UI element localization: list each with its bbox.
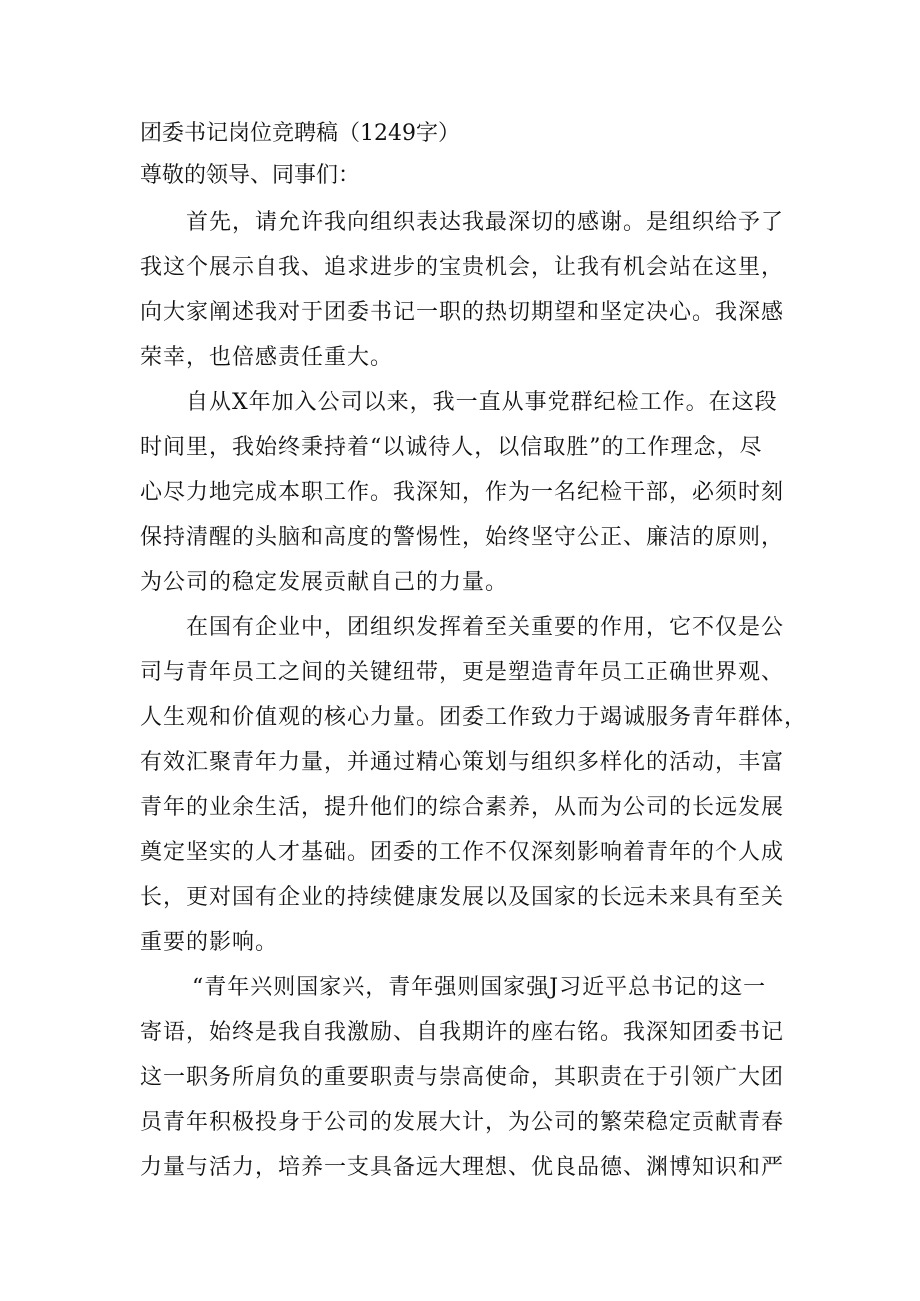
text-line: 力量与活力，培养一支具备远大理想、优良品德、渊博知识和严 (140, 1155, 785, 1180)
paragraph-1 (140, 200, 790, 380)
document-body (140, 118, 808, 1190)
text-line: “青年兴则国家兴，青年强则国家强J习近平总书记的这一 (192, 975, 767, 1000)
text-line: 自从X年加入公司以来，我一直从事党群纪检工作。在这段 (186, 390, 778, 415)
document-title: 团委书记岗位竞聘稿（1249字） (140, 121, 460, 146)
text-line: 心尽力地完成本职工作。我深知，作为一名纪检干部，必须时刻 (140, 480, 785, 505)
text-line: 这一职务所肩负的重要职责与崇高使命，其职责在于引领广大团 (140, 1065, 785, 1090)
text-line: 寄语，始终是我自我激励、自我期许的座右铭。我深知团委书记 (140, 1020, 785, 1045)
text-line: 在国有企业中，团组织发挥着至关重要的作用，它不仅是公 (186, 615, 785, 640)
salutation: 尊敬的领导、同事们： (140, 163, 361, 188)
text-line: 长，更对国有企业的持续健康发展以及国家的长远未来具有至关 (140, 885, 785, 910)
text-line: 时间里，我始终秉持着“以诚待人，以信取胜”的工作理念，尽 (140, 435, 763, 460)
text-line: 司与青年员工之间的关键纽带，更是塑造青年员工正确世界观、 (140, 660, 785, 685)
text-line: 向大家阐述我对于团委书记一职的热切期望和坚定决心。我深感 (140, 300, 785, 325)
text-line: 奠定坚实的人才基础。团委的工作不仅深刻影响着青年的个人成 (140, 840, 785, 865)
text-line: 首先，请允许我向组织表达我最深切的感谢。是组织给予了 (186, 210, 785, 235)
text-line: 青年的业余生活，提升他们的综合素养，从而为公司的长远发展 (140, 795, 785, 820)
text-line: 员青年积极投身于公司的发展大计，为公司的繁荣稳定贡献青春 (140, 1110, 785, 1135)
text-line: 人生观和价值观的核心力量。团委工作致力于竭诚服务青年群体， (140, 705, 808, 730)
paragraph-4 (140, 965, 790, 1190)
text-line: 我这个展示自我、追求进步的宝贵机会，让我有机会站在这里， (140, 255, 785, 280)
paragraph-2 (140, 380, 790, 605)
text-line: 有效汇聚青年力量，并通过精心策划与组织多样化的活动，丰富 (140, 750, 785, 775)
text-line: 为公司的稳定发展贡献自己的力量。 (140, 570, 509, 595)
text-line: 重要的影响。 (140, 930, 279, 955)
text-line: 保持清醒的头脑和高度的警惕性，始终坚守公正、廉洁的原则， (140, 525, 785, 550)
paragraph-3 (140, 605, 808, 965)
text-line: 荣幸，也倍感责任重大。 (140, 345, 394, 370)
